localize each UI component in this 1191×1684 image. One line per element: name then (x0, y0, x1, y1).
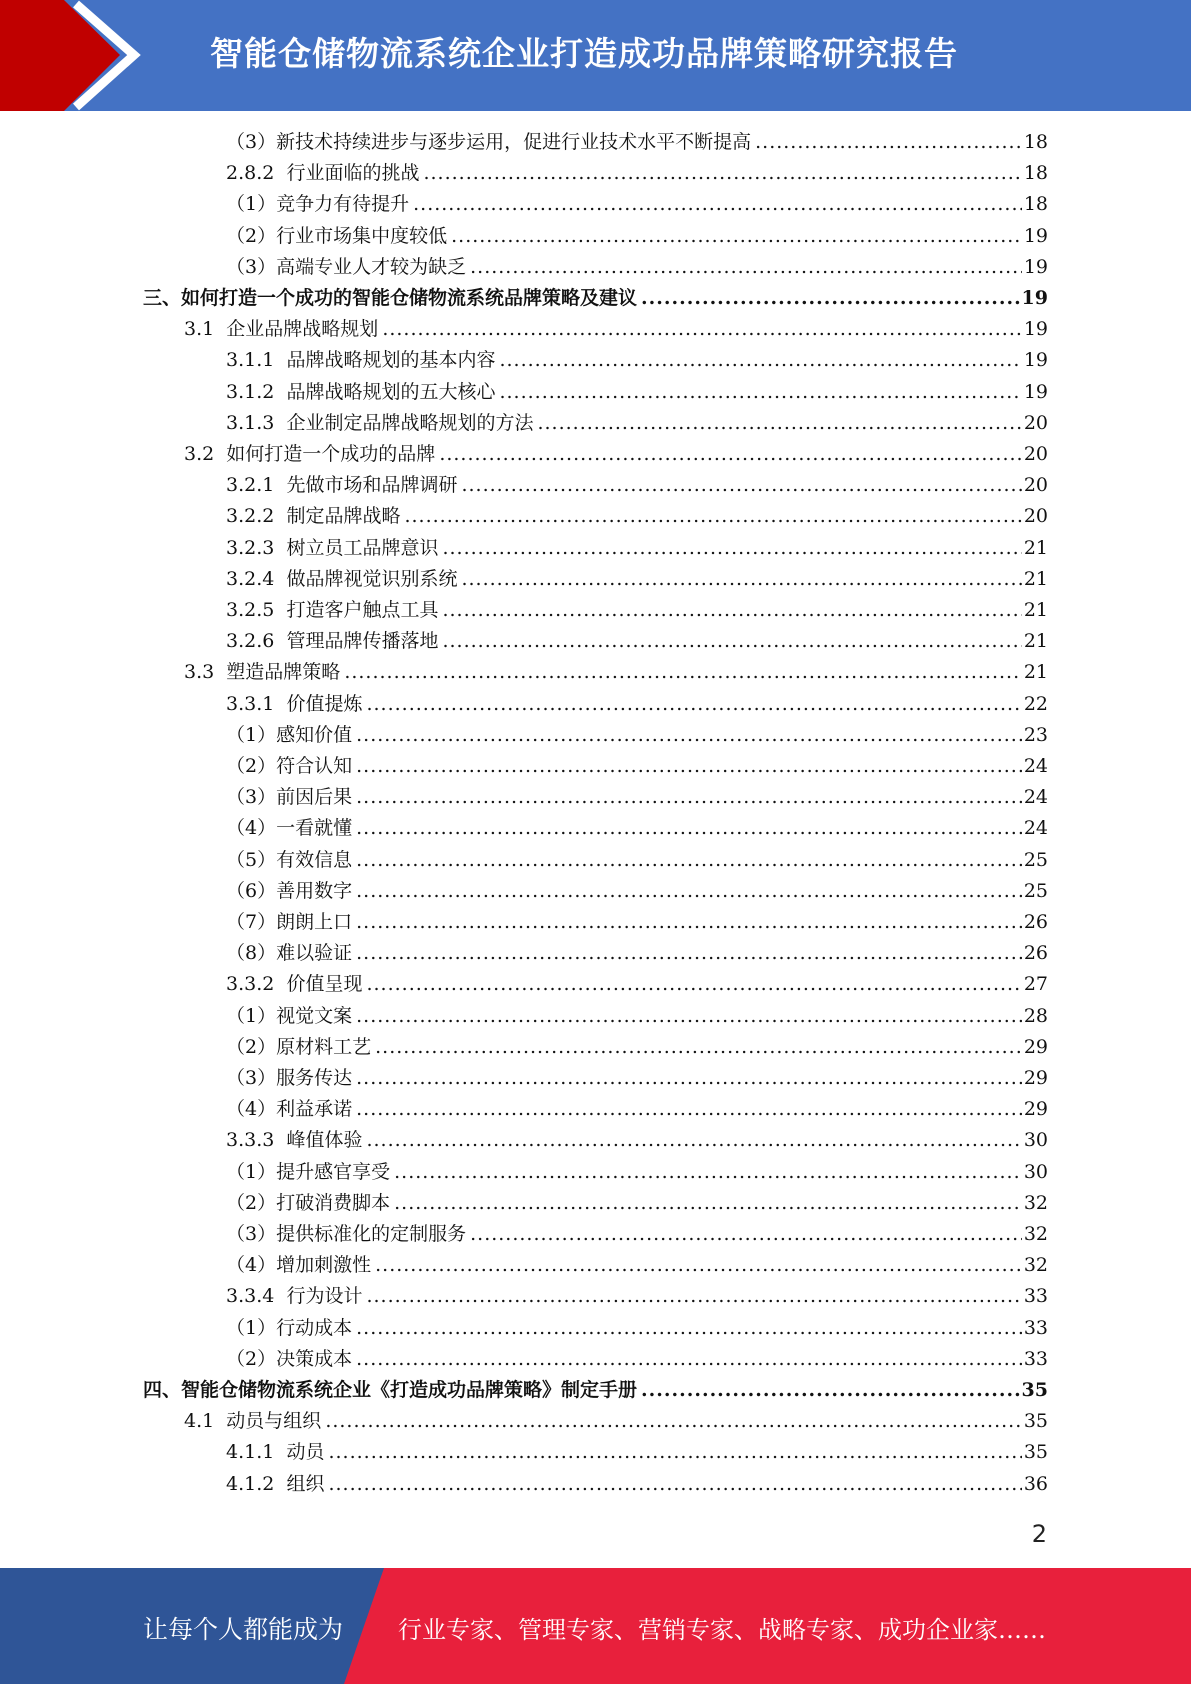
toc-entry[interactable] (226, 938, 1048, 969)
toc-dot-leader (356, 1344, 1022, 1375)
toc-dot-leader (328, 1469, 1021, 1500)
toc-entry-page: 18 (1023, 162, 1048, 185)
toc-entry[interactable] (226, 1313, 1048, 1344)
toc-entry-title: 价值提炼 (286, 692, 363, 715)
toc-dot-leader (375, 1250, 1022, 1281)
toc-entry-title: 增加刺激性 (276, 1254, 372, 1277)
toc-entry-number: （1） (226, 1316, 277, 1339)
toc-entry-title: 如何打造一个成功的智能仓储物流系统品牌策略及建议 (181, 287, 638, 309)
toc-dot-leader (344, 657, 1022, 688)
toc-entry-page: 20 (1023, 474, 1048, 497)
toc-entry-number: 3.2.3 (226, 536, 287, 559)
toc-entry-number: 3.2.6 (226, 630, 287, 653)
toc-entry-title: 如何打造一个成功的品牌 (226, 443, 436, 465)
toc-entry[interactable] (226, 720, 1048, 751)
toc-entry-number: 3.3.1 (226, 692, 287, 715)
toc-entry-number: （2） (226, 1347, 277, 1370)
toc-dot-leader (356, 876, 1022, 907)
toc-entry-number: （7） (226, 911, 277, 933)
toc-dot-leader (356, 782, 1022, 813)
toc-dot-leader (366, 1281, 1021, 1312)
toc-entry[interactable] (226, 252, 1048, 283)
toc-entry-number: （2） (226, 1191, 277, 1214)
toc-dot-leader (394, 1157, 1022, 1188)
toc-entry-number: 3.2 (184, 443, 227, 465)
toc-dot-leader (499, 345, 1021, 376)
toc-entry-title: 动员与组织 (226, 1410, 322, 1433)
toc-entry-title: 品牌战略规划的五大核心 (286, 380, 496, 403)
toc-entry-page: 35 (1023, 1410, 1048, 1433)
toc-entry-number: 三、 (143, 287, 182, 309)
toc-entry-title: 先做市场和品牌调研 (286, 474, 458, 497)
toc-entry-number: 3.1.1 (226, 349, 287, 372)
toc-entry-number: 3.3.4 (226, 1285, 287, 1308)
toc-entry-page: 24 (1023, 786, 1048, 809)
toc-entry[interactable] (226, 501, 1048, 532)
toc-entry-number: 3.3.2 (226, 973, 287, 996)
toc-entry[interactable] (226, 595, 1048, 626)
toc-entry-page: 33 (1023, 1347, 1048, 1370)
toc-dot-leader (356, 845, 1022, 876)
toc-entry[interactable] (226, 813, 1048, 844)
toc-dot-leader (461, 470, 1021, 501)
toc-entry-title: 树立员工品牌意识 (286, 536, 439, 559)
toc-entry-page: 29 (1023, 1067, 1048, 1089)
toc-entry[interactable] (226, 782, 1048, 813)
toc-entry-title: 前因后果 (276, 786, 353, 809)
toc-entry-page: 21 (1023, 567, 1048, 590)
toc-entry-number: 3.1.2 (226, 380, 287, 403)
toc-entry-page: 21 (1023, 661, 1048, 684)
toc-entry-page: 30 (1023, 1160, 1048, 1183)
toc-entry-page: 32 (1023, 1191, 1048, 1214)
toc-entry[interactable] (143, 1375, 1048, 1406)
toc-entry-title: 决策成本 (276, 1347, 353, 1370)
toc-entry-title: 提升感官享受 (276, 1160, 391, 1183)
toc-entry-number: （3） (226, 1223, 277, 1245)
toc-dot-leader (356, 813, 1022, 844)
toc-dot-leader (499, 377, 1021, 408)
toc-entry-page: 26 (1023, 911, 1048, 933)
document-title: 智能仓储物流系统企业打造成功品牌策略研究报告 (210, 34, 958, 73)
toc-dot-leader (375, 1032, 1022, 1063)
toc-entry[interactable] (226, 1437, 1048, 1468)
toc-entry-title: 组织 (286, 1472, 325, 1495)
toc-entry[interactable] (184, 657, 1048, 688)
toc-dot-leader (356, 1094, 1022, 1125)
toc-entry-title: 感知价值 (276, 723, 353, 746)
toc-dot-leader (394, 1188, 1022, 1219)
toc-entry-title: 竞争力有待提升 (276, 193, 410, 216)
toc-dot-leader (442, 533, 1021, 564)
toc-entry-number: 3.3.3 (226, 1129, 287, 1152)
toc-entry-page: 24 (1023, 755, 1048, 777)
footer-roles: 行业专家、管理专家、营销专家、战略专家、成功企业家…… (398, 1616, 1046, 1644)
toc-entry-number: （4） (226, 1254, 277, 1277)
toc-dot-leader (442, 626, 1021, 657)
toc-dot-leader (537, 408, 1021, 439)
toc-entry-number: 3.2.4 (226, 567, 287, 590)
toc-entry[interactable] (226, 1063, 1048, 1094)
toc-entry-page: 20 (1023, 443, 1048, 465)
toc-dot-leader (413, 189, 1022, 220)
toc-entry[interactable] (226, 408, 1048, 439)
toc-dot-leader (470, 252, 1022, 283)
toc-entry-number: （2） (226, 755, 277, 777)
toc-entry-title: 打造客户触点工具 (286, 599, 439, 621)
toc-entry-number: （3） (226, 255, 277, 278)
toc-entry-title: 朗朗上口 (276, 911, 353, 933)
toc-entry[interactable] (226, 1125, 1048, 1156)
toc-entry[interactable] (226, 626, 1048, 657)
toc-entry-title: 塑造品牌策略 (226, 661, 341, 684)
toc-entry-page: 19 (1023, 380, 1048, 403)
toc-entry-number: 4.1.1 (226, 1441, 287, 1464)
toc-entry-number: （6） (226, 879, 277, 902)
toc-entry-number: 3.1.3 (226, 411, 287, 434)
toc-dot-leader (470, 1219, 1022, 1250)
toc-entry-title: 行业面临的挑战 (286, 162, 420, 185)
toc-entry-title: 利益承诺 (276, 1098, 353, 1121)
toc-entry-number: 四、 (143, 1379, 182, 1401)
toc-dot-leader (356, 938, 1022, 969)
toc-entry-number: （1） (226, 1004, 277, 1027)
footer-slogan: 让每个人都能成为 (143, 1615, 344, 1644)
toc-entry-number: 2.8.2 (226, 162, 287, 185)
toc-entry[interactable] (226, 127, 1048, 158)
toc-entry-number: （1） (226, 193, 277, 216)
toc-entry-number: （2） (226, 1035, 277, 1058)
toc-entry-number: 3.2.2 (226, 505, 287, 528)
toc-entry-page: 32 (1023, 1223, 1048, 1245)
toc-dot-leader (641, 1375, 1020, 1406)
toc-entry[interactable] (184, 439, 1048, 470)
toc-entry[interactable] (226, 845, 1048, 876)
toc-entry[interactable] (226, 969, 1048, 1000)
toc-dot-leader (366, 1125, 1021, 1156)
toc-entry-title: 做品牌视觉识别系统 (286, 567, 458, 590)
toc-entry-number: 3.2.5 (226, 599, 287, 621)
toc-dot-leader (451, 221, 1022, 252)
toc-entry-title: 企业制定品牌战略规划的方法 (286, 411, 534, 434)
toc-entry-page: 19 (1023, 349, 1048, 372)
toc-entry-page: 26 (1023, 942, 1048, 965)
toc-entry-page: 19 (1023, 318, 1048, 341)
toc-entry[interactable] (226, 1001, 1048, 1032)
toc-dot-leader (442, 595, 1021, 626)
toc-entry-page: 21 (1023, 630, 1048, 653)
toc-entry[interactable] (226, 1157, 1048, 1188)
toc-entry[interactable] (226, 189, 1048, 220)
toc-entry[interactable] (226, 1188, 1048, 1219)
toc-entry-number: 3.2.1 (226, 474, 287, 497)
toc-entry-number: （3） (226, 131, 277, 153)
toc-dot-leader (325, 1406, 1022, 1437)
toc-entry-page: 33 (1023, 1285, 1048, 1308)
toc-entry[interactable] (226, 221, 1048, 252)
toc-entry-title: 打破消费脚本 (276, 1191, 391, 1214)
toc-entry-page: 20 (1023, 505, 1048, 528)
toc-entry-title: 品牌战略规划的基本内容 (286, 349, 496, 372)
toc-entry-page: 35 (1021, 1379, 1048, 1401)
toc-entry-title: 有效信息 (276, 848, 353, 871)
toc-entry[interactable] (226, 876, 1048, 907)
toc-dot-leader (328, 1437, 1021, 1468)
toc-entry-title: 价值呈现 (286, 973, 363, 996)
toc-entry-page: 29 (1023, 1098, 1048, 1121)
toc-dot-leader (366, 689, 1021, 720)
toc-entry-title: 提供标准化的定制服务 (276, 1223, 467, 1245)
toc-entry[interactable] (226, 1094, 1048, 1125)
toc-dot-leader (404, 501, 1021, 532)
toc-entry-title: 动员 (286, 1441, 325, 1464)
toc-entry[interactable] (226, 1344, 1048, 1375)
toc-entry-number: （3） (226, 786, 277, 809)
toc-entry-page: 30 (1023, 1129, 1048, 1152)
toc-entry-page: 25 (1023, 848, 1048, 871)
toc-entry[interactable] (226, 377, 1048, 408)
toc-dot-leader (439, 439, 1022, 470)
toc-entry-page: 25 (1023, 879, 1048, 902)
toc-dot-leader (461, 564, 1021, 595)
toc-entry-title: 难以验证 (276, 942, 353, 965)
toc-entry-number: （3） (226, 1067, 277, 1089)
toc-entry-page: 24 (1023, 817, 1048, 840)
toc-entry-title: 企业品牌战略规划 (226, 318, 379, 341)
toc-entry[interactable] (226, 751, 1048, 782)
toc-entry-page: 35 (1023, 1441, 1048, 1464)
toc-dot-leader (755, 127, 1022, 158)
toc-dot-leader (356, 1001, 1022, 1032)
toc-entry-page: 19 (1023, 224, 1048, 247)
toc-entry-title: 服务传达 (276, 1067, 353, 1089)
page-header (0, 0, 1191, 111)
toc-entry-title: 视觉文案 (276, 1004, 353, 1027)
toc-entry-title: 一看就懂 (276, 817, 353, 840)
toc-dot-leader (423, 158, 1021, 189)
toc-entry-title: 新技术持续进步与逐步运用，促进行业技术水平不断提高 (276, 131, 752, 153)
toc-entry-page: 21 (1023, 536, 1048, 559)
toc-entry-number: （4） (226, 1098, 277, 1121)
toc-entry[interactable] (226, 689, 1048, 720)
toc-entry[interactable] (226, 1281, 1048, 1312)
toc-entry[interactable] (226, 564, 1048, 595)
toc-entry-title: 原材料工艺 (276, 1035, 372, 1058)
toc-entry-number: 4.1.2 (226, 1472, 287, 1495)
toc-entry-title: 行动成本 (276, 1316, 353, 1339)
toc-entry-number: 3.3 (184, 661, 227, 684)
toc-entry-number: （8） (226, 942, 277, 965)
toc-entry-page: 19 (1021, 287, 1048, 309)
toc-entry-page: 27 (1023, 973, 1048, 996)
toc-entry-number: （2） (226, 224, 277, 247)
toc-dot-leader (356, 907, 1022, 938)
toc-entry-title: 智能仓储物流系统企业《打造成功品牌策略》制定手册 (181, 1379, 638, 1401)
toc-entry[interactable] (226, 1032, 1048, 1063)
toc-entry-title: 行业市场集中度较低 (276, 224, 448, 247)
toc-entry[interactable] (143, 283, 1048, 314)
toc-entry[interactable] (226, 345, 1048, 376)
toc-entry[interactable] (226, 533, 1048, 564)
toc-entry-title: 行为设计 (286, 1285, 363, 1308)
toc-dot-leader (356, 1063, 1022, 1094)
toc-entry-page: 28 (1023, 1004, 1048, 1027)
toc-entry-page: 29 (1023, 1035, 1048, 1058)
toc-entry-number: 3.1 (184, 318, 227, 341)
toc-entry-title: 善用数字 (276, 879, 353, 902)
toc-dot-leader (356, 1313, 1022, 1344)
toc-entry-page: 36 (1023, 1472, 1048, 1495)
toc-entry-number: （4） (226, 817, 277, 840)
toc-entry[interactable] (226, 1219, 1048, 1250)
toc-dot-leader (356, 751, 1022, 782)
toc-entry[interactable] (226, 158, 1048, 189)
toc-entry-number: （5） (226, 848, 277, 871)
toc-entry-number: 4.1 (184, 1410, 227, 1433)
toc-entry-page: 18 (1023, 131, 1048, 153)
toc-entry-number: （1） (226, 723, 277, 746)
toc-entry-title: 峰值体验 (286, 1129, 363, 1152)
toc-entry-page: 21 (1023, 599, 1048, 621)
toc-entry-page: 22 (1023, 692, 1048, 715)
toc-entry-title: 管理品牌传播落地 (286, 630, 439, 653)
toc-entry[interactable] (226, 470, 1048, 501)
toc-entry-page: 18 (1023, 193, 1048, 216)
toc-entry[interactable] (184, 1406, 1048, 1437)
toc-entry-page: 20 (1023, 411, 1048, 434)
toc-entry-title: 制定品牌战略 (286, 505, 401, 528)
toc-entry-title: 高端专业人才较为缺乏 (276, 255, 467, 278)
toc-entry-number: （1） (226, 1160, 277, 1183)
toc-entry[interactable] (184, 314, 1048, 345)
toc-entry-page: 19 (1023, 255, 1048, 278)
toc-entry[interactable] (226, 1250, 1048, 1281)
toc-entry-page: 32 (1023, 1254, 1048, 1277)
toc-dot-leader (641, 283, 1020, 314)
toc-dot-leader (366, 969, 1021, 1000)
toc-entry[interactable] (226, 907, 1048, 938)
toc-entry-page: 23 (1023, 723, 1048, 746)
page-footer (0, 1568, 1191, 1684)
toc-entry[interactable] (226, 1469, 1048, 1500)
toc-dot-leader (382, 314, 1022, 345)
toc-entry-title: 符合认知 (276, 755, 353, 777)
toc-dot-leader (356, 720, 1022, 751)
toc-entry-page: 33 (1023, 1316, 1048, 1339)
page-number: 2 (1031, 1520, 1047, 1548)
